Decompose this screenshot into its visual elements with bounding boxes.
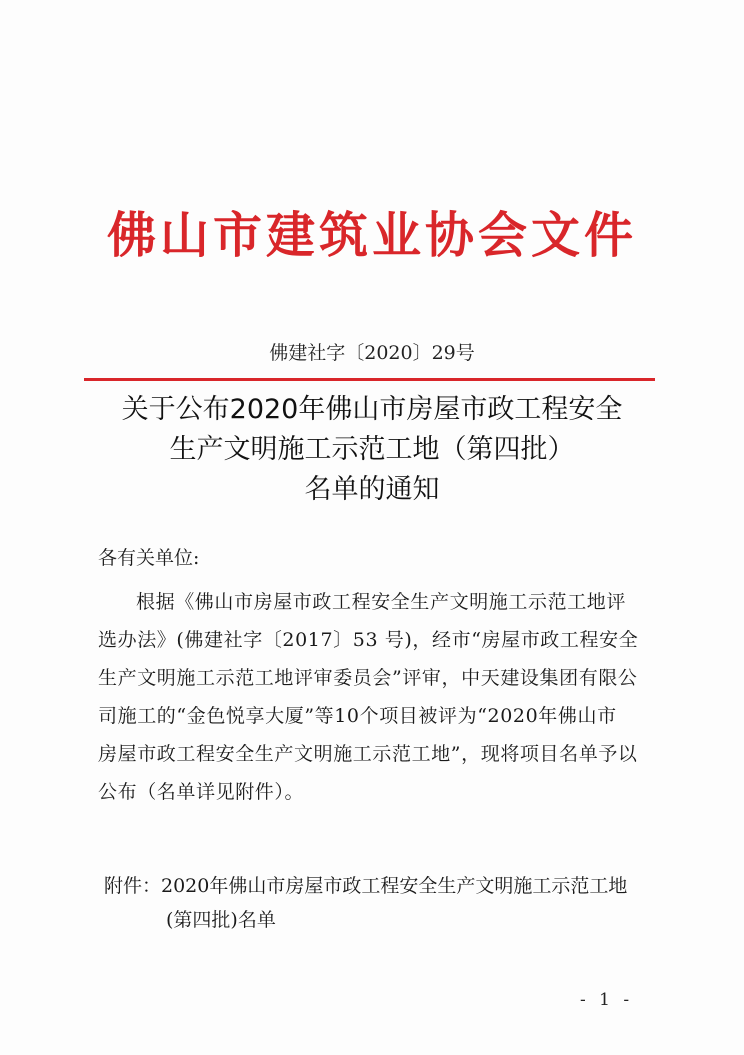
body-line-5: 房屋市政工程安全生产文明施工示范工地”，现将项目名单予以 [98,743,638,765]
attachment-line-2: (第四批)名单 [166,909,276,931]
page-number: - 1 - [580,990,634,1010]
body-line-3: 生产文明施工示范工地评审委员会”评审，中天建设集团有限公 [98,667,638,689]
notice-title [60,390,684,510]
document-number: 佛建社字〔2020〕29号 [269,342,475,364]
notice-title-line-2: 生产文明施工示范工地（第四批） [169,434,575,465]
masthead-title: 佛山市建筑业协会文件 [106,206,637,264]
attachment-line-1: 附件：2020年佛山市房屋市政工程安全生产文明施工示范工地 [104,875,628,897]
red-divider-line [84,378,655,381]
body-line-4: 司施工的“金色悦享大厦”等10个项目被评为“2020年佛山市 [98,705,617,727]
body-line-2: 选办法》(佛建社字〔2017〕53 号)，经市“房屋市政工程安全 [98,629,639,651]
body-line-6: 公布（名单详见附件）。 [98,781,305,803]
notice-title-line-3: 名单的通知 [304,474,440,505]
salutation: 各有关单位: [98,547,200,569]
body-line-1: 根据《佛山市房屋市政工程安全生产文明施工示范工地评 [136,591,627,613]
notice-title-line-1: 关于公布2020年佛山市房屋市政工程安全 [121,394,623,425]
